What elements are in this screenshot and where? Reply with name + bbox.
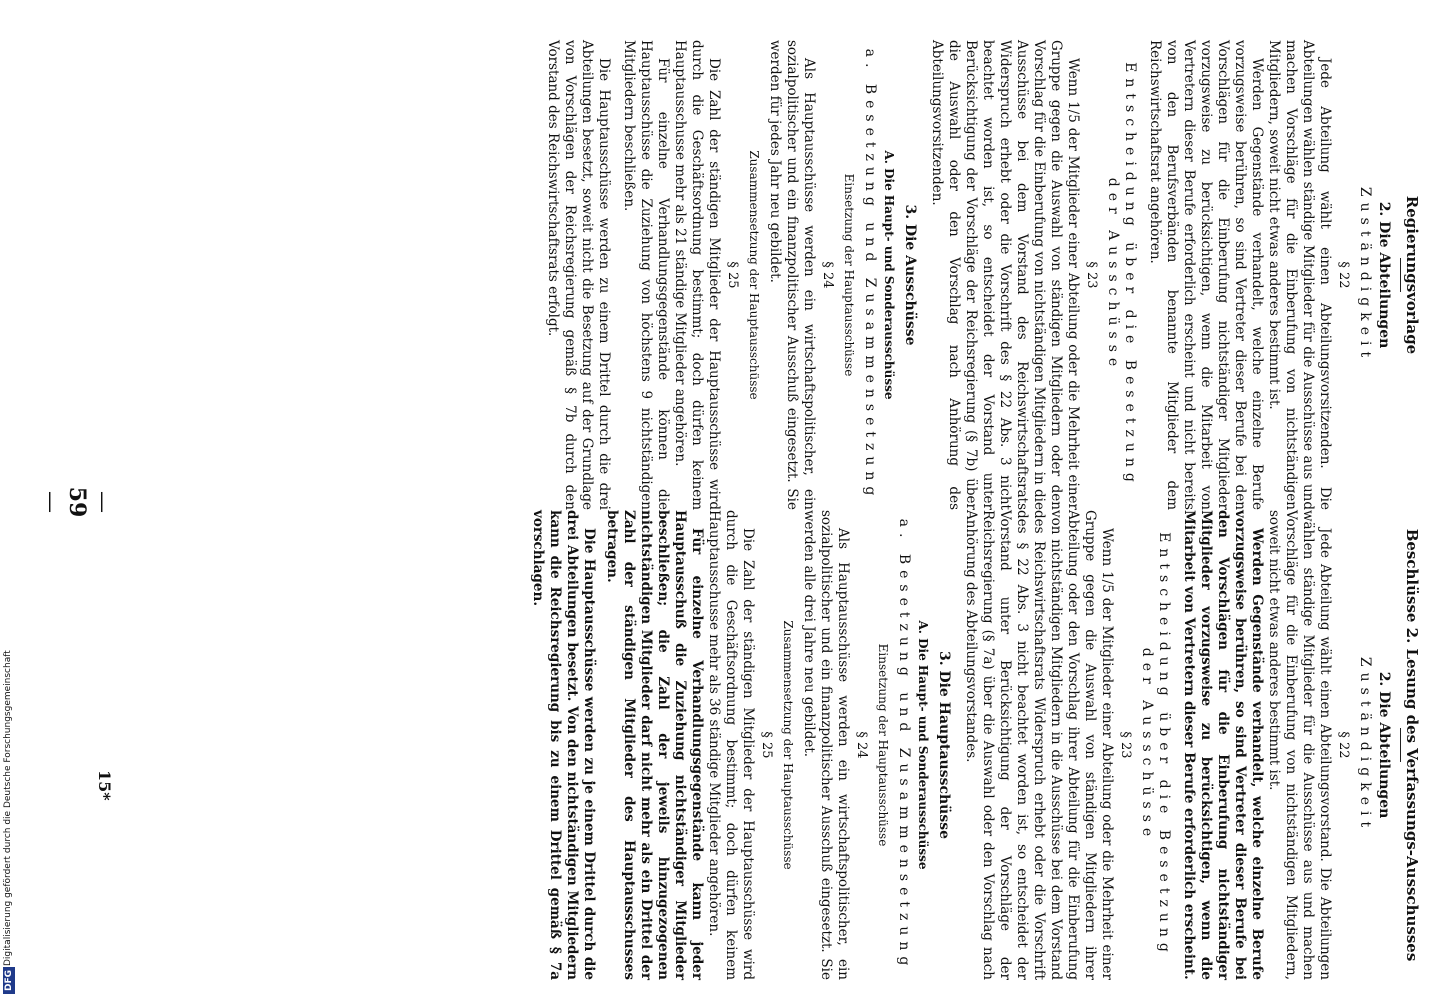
column-body <box>544 40 1420 510</box>
section-title: 2. Die Abteilungen <box>1376 671 1392 819</box>
paragraph-text: Die Zahl der ständigen Mitglieder der Hauptausschüsse wird durch die Geschäftsordnung bestimmt; doch dürfen keinem Hauptausschusse mehr als 36 ständige Mitglieder angehören. <box>706 510 756 980</box>
subsection-title: Zusammensetzung der Hauptausschüsse <box>747 150 761 400</box>
column-beschluesse <box>0 510 1434 980</box>
paragraph-text: Die Zahl der ständigen Mitglieder der Hauptausschüsse wird durch die Geschäftsordnung bestimmt; doch dürfen keinem Hauptausschusse mehr als 21 ständige Mitglieder angehören. <box>672 40 722 510</box>
subsection-title: Zuständigkeit <box>1357 656 1373 834</box>
paragraph-text: Als Hauptausschüsse werden ein wirtschaftspolitischer, ein sozialpolitischer und ein finanzpolitischer Ausschuß eingesetzt. Sie werden für jedes Jahr neu gebildet. <box>767 40 817 510</box>
paragraph-text: Wenn 1/5 der Mitglieder einer Abteilung oder die Mehrheit einer Gruppe gegen die Auswahl von ständigen Mitgliedern ihrer Abteilung oder den Vorschlag ihrer Abteilung für die Einberufung von nichtständigen Mitgliedern in die Ausschüsse bei dem Vorstand des Reichswirtschaftsrats Widerspruch erhebt oder die Vorschrift des § 22 Abs. 3 nicht beachtet worden ist, so entscheidet der Vorstand unter Berücksichtigung der Vorschläge der Reichsregierung (§ 7a) über die Auswahl oder den Vorschlag nach Anhörung des Abteilungsvorstandes. <box>963 510 1115 980</box>
subsection-title: a. Besetzung und Zusammensetzung <box>896 518 912 972</box>
paragraph-number: § 23 <box>1084 261 1099 289</box>
subsection-title: Entscheidung über die Besetzung der Ausschüsse <box>1139 532 1172 958</box>
paragraph-number: § 24 <box>820 261 835 289</box>
subsection-title: Zuständigkeit <box>1357 186 1373 364</box>
paragraph-number: § 22 <box>1336 731 1351 759</box>
column-heading: Regierungsvorlage <box>1403 195 1421 355</box>
subsection-title: Zusammensetzung der Hauptausschüsse <box>781 620 795 870</box>
paragraph-text: Für einzelne Verhandlungsgegenstände können die Hauptausschüsse die Zuziehung von höchstens 9 nichtständigen Mitgliedern beschließen. <box>621 40 671 510</box>
footer-credit: Digitalisierung gefördert durch die Deutsche Forschungsgemeinschaft <box>3 650 13 966</box>
signature-mark: 15* <box>95 770 114 801</box>
paragraph-text: Jede Abteilung wählt einen Abteilungsvorstand. Die Abteilungen wählen ständige Mitglieder für die Ausschüsse aus und machen Vorschläge für die Einberufung von nichtständigen Mitgliedern, soweit nicht etwas anderes bestimmt ist. <box>1266 510 1333 980</box>
subsection-title: A. Die Haupt- und Sonderausschüsse <box>916 620 930 870</box>
paragraph-number: § 22 <box>1336 261 1351 289</box>
section-title: 3. Die Ausschüsse <box>902 204 918 346</box>
heading-rule <box>1400 258 1401 292</box>
paragraph-text: Als Hauptausschüsse werden ein wirtschaftspolitischer, ein sozialpolitischer und ein finanzpolitischer Ausschuß eingesetzt. Sie werden alle drei Jahre neu gebildet. <box>801 510 851 980</box>
page-number-block: —59— <box>38 486 115 518</box>
dfg-logo: DFG <box>3 967 15 994</box>
paragraph-text: Die Hauptausschüsse werden zu je einem Drittel durch die drei Abteilungen besetzt. Von den nichtständigen Mitgliedern kann die Reichsregierung bis zu einem Drittel gemäß § 7a vorschlagen. <box>530 510 597 980</box>
paragraph-number: § 25 <box>759 731 774 759</box>
subsection-title: Einsetzung der Hauptausschüsse <box>876 643 890 847</box>
section-title: 3. Die Hauptausschüsse <box>936 650 952 840</box>
subsection-title: a. Besetzung und Zusammensetzung <box>862 48 878 502</box>
subsection-title: Einsetzung der Hauptausschüsse <box>842 173 856 377</box>
paragraph-text: Jede Abteilung wählt einen Abteilungsvorsitzenden. Die Abteilungen wählen ständige Mitglieder für die Ausschüsse aus und machen Vorschläge für die Einberufung von nichtständigen Mitgliedern, soweit nicht etwas anderes bestimmt ist. <box>1266 40 1333 510</box>
paragraph-number: § 25 <box>725 261 740 289</box>
paragraph-text: Wenn 1/5 der Mitglieder einer Abteilung oder die Mehrheit einer Gruppe gegen die Auswahl von ständigen Mitgliedern oder den Vorschlag für die Einberufung von nichtständigen Mitgliedern in die Ausschüsse bei dem Vorstand des Reichswirtschaftsrats Widerspruch erhebt oder die Vorschrift des § 22 Abs. 3 nicht beachtet worden ist, so entscheidet der Vorstand unter Berücksichtigung der Vorschläge der Reichsregierung (§ 7b) über die Auswahl oder den Vorschlag nach Anhörung des Abteilungsvorsitzenden. <box>929 40 1081 510</box>
paragraph-text: Werden Gegenstände verhandelt, welche einzelne Berufe vorzugsweise berühren, so sind Vertreter dieser Berufe bei den Vorschlägen für die Einberufung nichtständiger Mitglieder vorzugsweise zu berücksichtigen, wenn die Mitarbeit von Vertretern dieser Berufe erforderlich erscheint und nicht bereits von den Berufsverbänden benannte Mitglieder dem Reichswirtschaftsrat angehören. <box>1147 40 1265 510</box>
paragraph-number: § 23 <box>1118 731 1133 759</box>
column-heading: Beschlüsse 2. Lesung des Verfassungs-Ausschusses <box>1403 528 1421 962</box>
section-title: 2. Die Abteilungen <box>1376 201 1392 349</box>
column-body <box>529 510 1420 980</box>
column-regierungsvorlage <box>0 40 1434 510</box>
page-number: 59 <box>64 486 90 518</box>
paragraph-number: § 24 <box>854 731 869 759</box>
paragraph-text: Die Hauptausschüsse werden zu einem Drittel durch die drei Abteilungen besetzt, soweit nicht die Besetzung auf der Grundlage von Vorschlägen der Reichsregierung gemäß § 7b durch den Vorstand des Reichswirtschaftsrats erfolgt. <box>545 40 612 510</box>
paragraph-text: Werden Gegenstände verhandelt, welche einzelne Berufe vorzugsweise berühren, so sind Vertreter dieser Berufe bei den Vorschlägen für die Einberufung nichtständiger Mitglieder vorzugsweise zu berücksichtigen, wenn die Mitarbeit von Vertretern dieser Berufe erforderlich erscheint. <box>1181 510 1265 980</box>
subsection-title: A. Die Haupt- und Sonderausschüsse <box>882 150 896 400</box>
heading-rule <box>1400 728 1401 762</box>
subsection-title: Entscheidung über die Besetzung der Ausschüsse <box>1105 62 1138 488</box>
paragraph-text: Für einzelne Verhandlungsgegenstände kann jeder Hauptausschuß die Zuziehung nichtständiger Mitglieder beschließen; die Zahl der jeweils hinzugezogenen nichtständigen Mitglieder darf nicht mehr als ein Drittel der Zahl der ständigen Mitglieder des Hauptausschusses betragen. <box>604 510 705 980</box>
